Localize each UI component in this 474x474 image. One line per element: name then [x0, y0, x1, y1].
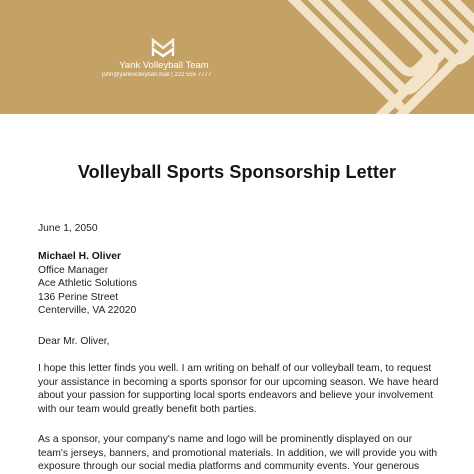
- greeting: Dear Mr. Oliver,: [38, 336, 110, 347]
- recipient-company: Ace Athletic Solutions: [38, 278, 138, 290]
- company-name: Yank Volleyball Team: [119, 60, 209, 71]
- recipient-name: Michael H. Oliver: [38, 251, 121, 262]
- letter-title: Volleyball Sports Sponsorship Letter: [77, 162, 397, 182]
- contact-info: john@yankvolleyball.mail | 222 555 7777: [102, 72, 212, 78]
- decorative-stripe: [398, 41, 474, 114]
- paragraph-line: your assistance in becoming a sports sponsor for our upcoming season. We have heard: [38, 376, 439, 388]
- paragraph-line: with our team would greatly benefit both parties.: [38, 403, 257, 415]
- letter-date: June 1, 2050: [38, 223, 98, 234]
- recipient-street: 136 Perine Street: [38, 291, 119, 303]
- paragraph-line: about your passion for supporting local sports endeavors and believe your involvement: [38, 390, 433, 402]
- paragraph-line: I hope this letter finds you well. I am writing on behalf of our volleyball team, to request: [38, 363, 432, 374]
- decorative-stripes: [0, 0, 474, 114]
- paragraph-line: exposure through our social media platforms and community events. Your generous: [38, 461, 420, 473]
- recipient-city: Centerville, VA 22020: [38, 305, 137, 317]
- paragraph-2: [38, 433, 437, 474]
- recipient-block: [38, 250, 137, 318]
- paragraph-line: team's jerseys, banners, and promotional materials. In addition, we will provide you with: [38, 447, 438, 459]
- paragraph-line: As a sponsor, your company's name and logo will be prominently displayed on our: [38, 434, 413, 445]
- double-chevron-m-logo-icon: [151, 38, 175, 58]
- paragraph-1: [38, 362, 438, 416]
- recipient-title: Office Manager: [38, 264, 109, 276]
- letterhead-banner: [0, 0, 474, 114]
